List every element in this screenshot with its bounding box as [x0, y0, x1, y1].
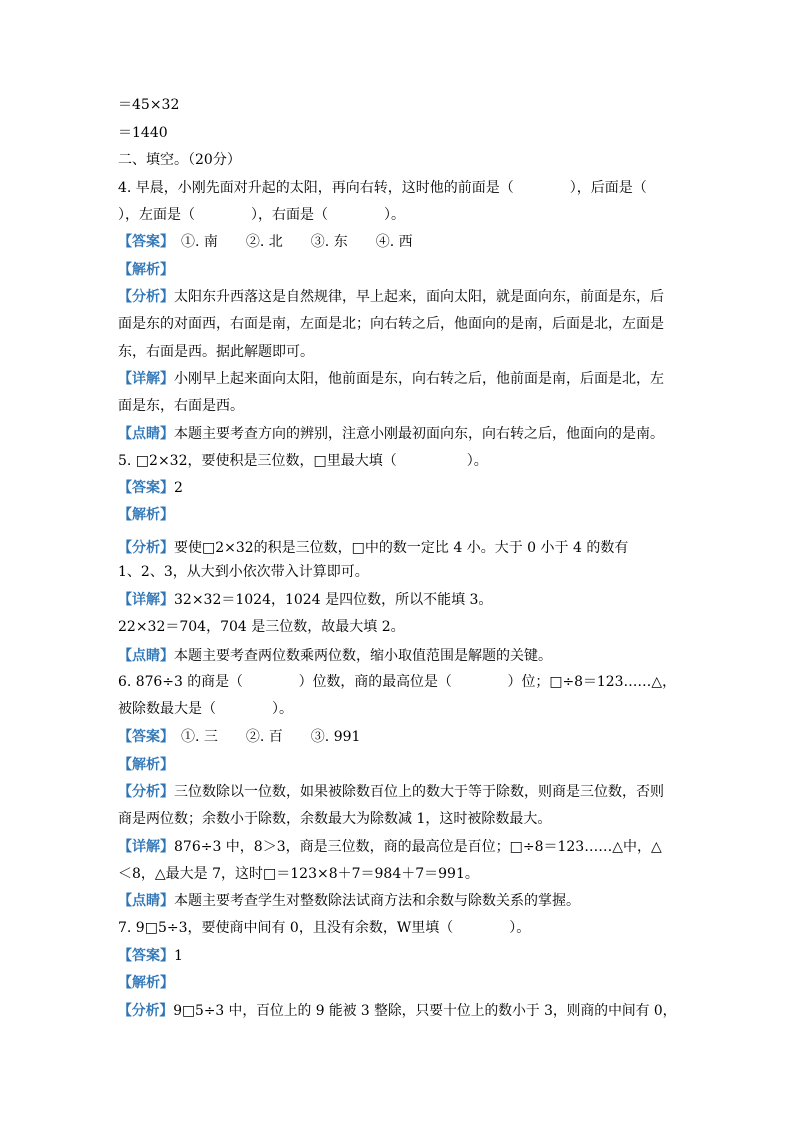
text-line — [118, 539, 628, 557]
text-line — [118, 425, 664, 443]
line-text: 要使□2×32的积是三位数，□中的数一定比 4 小。大于 0 小于 4 的数有 — [174, 540, 629, 556]
text-line: 6. 876÷3 的商是（ ）位数，商的最高位是（ ）位；□÷8＝123……△， — [118, 674, 677, 690]
line-text: 三位数除以一位数，如果被除数百位上的数大于等于除数，则商是三位数，否则 — [174, 784, 664, 800]
text-line — [118, 838, 662, 856]
text-line — [118, 756, 174, 774]
text-line — [118, 288, 664, 306]
section-tag: 【点睛】 — [118, 893, 174, 909]
line-text: 太阳东升西落这是自然规律，早上起来，面向太阳，就是面向东，前面是东，后 — [174, 289, 664, 305]
text-line: ＜8，△最大是 7，这时□＝123×8＋7＝984＋7＝991。 — [118, 866, 479, 882]
text-line — [118, 1002, 676, 1020]
section-tag: 【点睛】 — [118, 426, 174, 442]
line-text: ①. 三 ②. 百 ③. 991 — [167, 729, 361, 745]
text-line — [118, 591, 492, 609]
text-line — [118, 728, 360, 746]
text-line — [118, 974, 174, 992]
text-line — [118, 370, 664, 388]
section-tag: 【点睛】 — [118, 648, 174, 664]
text-line: 4. 早晨，小刚先面对升起的太阳，再向右转，这时他的前面是（ ），后面是（ — [118, 180, 647, 196]
section-tag: 【分析】 — [118, 1003, 174, 1019]
section-tag: 【答案】 — [118, 729, 167, 745]
section-tag: 【详解】 — [118, 371, 174, 387]
section-tag: 【分析】 — [118, 289, 174, 305]
text-line — [118, 647, 552, 665]
line-text: 32×32＝1024，1024 是四位数，所以不能填 3。 — [174, 592, 493, 608]
line-text: 876÷3 中，8＞3，商是三位数，商的最高位是百位；□÷8＝123……△中，△ — [174, 839, 662, 855]
text-line — [118, 261, 174, 279]
line-text: 本题主要考查学生对整数除法试商方法和余数与除数关系的掌握。 — [174, 893, 580, 909]
text-line: 东，右面是西。据此解题即可。 — [118, 344, 314, 360]
section-tag: 【详解】 — [118, 592, 174, 608]
section-tag: 【答案】 — [118, 948, 174, 964]
text-line — [118, 233, 413, 251]
text-line: 被除数最大是（ ）。 — [118, 701, 293, 717]
text-line: 二、填空。（20分） — [118, 152, 241, 168]
section-tag: 【详解】 — [118, 839, 174, 855]
line-text: 1 — [174, 948, 183, 964]
text-line — [118, 479, 183, 497]
text-line: ＝45×32 — [118, 97, 180, 113]
line-text: ①. 南 ②. 北 ③. 东 ④. 西 — [167, 234, 413, 250]
text-line: 面是东的对面西，右面是南，左面是北；向右转之后，他面向的是南，后面是北，左面是 — [118, 316, 664, 332]
text-line: 5. □2×32，要使积是三位数，□里最大填（ ）。 — [118, 453, 488, 469]
line-text: 9□5÷3 中，百位上的 9 能被 3 整除，只要十位上的数小于 3，则商的中间有 0， — [173, 1003, 677, 1019]
section-tag: 【分析】 — [118, 784, 174, 800]
text-line: ＝1440 — [118, 125, 168, 141]
section-tag: 【解析】 — [118, 757, 174, 773]
text-line: 1、2、3，从大到小依次带入计算即可。 — [118, 564, 369, 580]
text-line: 22×32＝704，704 是三位数，故最大填 2。 — [118, 619, 405, 635]
text-line: ），左面是（ ），右面是（ ）。 — [118, 207, 405, 223]
text-line: 面是东，右面是西。 — [118, 398, 244, 414]
line-text: 小刚早上起来面向太阳，他前面是东，向右转之后，他前面是南，后面是北，左 — [174, 371, 664, 387]
text-line — [118, 506, 174, 524]
text-line — [118, 783, 664, 801]
text-line: 商是两位数；余数小于除数，余数最大为除数减 1，这时被除数最大。 — [118, 811, 552, 827]
section-tag: 【解析】 — [118, 262, 174, 278]
line-text: 本题主要考查两位数乘两位数，缩小取值范围是解题的关键。 — [174, 648, 552, 664]
section-tag: 【分析】 — [118, 540, 174, 556]
section-tag: 【解析】 — [118, 975, 174, 991]
text-line — [118, 947, 183, 965]
text-line — [118, 892, 580, 910]
section-tag: 【答案】 — [118, 234, 167, 250]
section-tag: 【答案】 — [118, 480, 174, 496]
section-tag: 【解析】 — [118, 507, 174, 523]
line-text: 2 — [174, 480, 183, 496]
line-text: 本题主要考查方向的辨别，注意小刚最初面向东，向右转之后，他面向的是南。 — [174, 426, 664, 442]
text-line: 7. 9□5÷3，要使商中间有 0，且没有余数，W里填（ ）。 — [118, 920, 531, 936]
